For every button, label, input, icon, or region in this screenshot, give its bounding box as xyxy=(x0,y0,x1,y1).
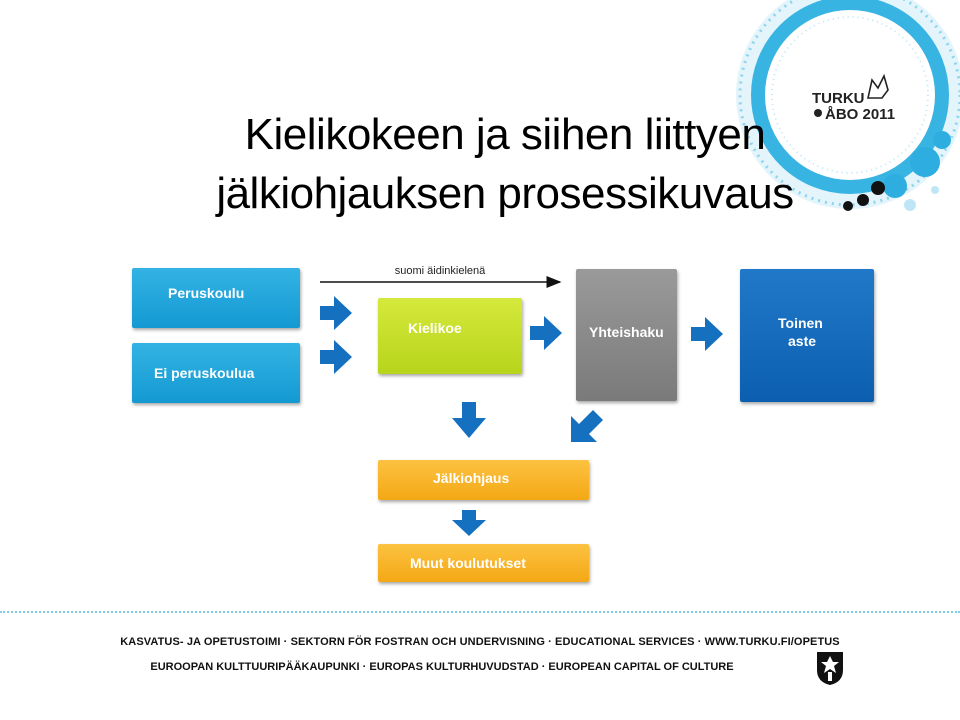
muut-koulutukset-label: Muut koulutukset xyxy=(410,555,526,571)
page-title-line-2: jälkiohjauksen prosessikuvaus xyxy=(216,169,794,218)
peruskoulu-label: Peruskoulu xyxy=(168,285,245,301)
toinen-aste-label-2: aste xyxy=(788,333,817,349)
page-title-line-1: Kielikokeen ja siihen liittyen xyxy=(244,110,766,159)
toinen-aste-label-1: Toinen xyxy=(778,315,823,331)
arrow-peruskoulu-to-kielikoe xyxy=(320,296,352,330)
kielikoe-label: Kielikoe xyxy=(408,320,462,336)
arrow-ei-peruskoulua-to-kielikoe xyxy=(320,340,352,374)
arrow-yhteishaku-to-toinen-aste xyxy=(691,317,723,351)
footer-capital-of-culture-line: EUROOPAN KULTTUURIPÄÄKAUPUNKI · EUROPAS KULTURHUVUDSTAD · EUROPEAN CAPITAL OF CULTURE xyxy=(150,661,734,673)
arrow-yhteishaku-to-jalkiohjaus xyxy=(571,410,603,442)
yhteishaku-label: Yhteishaku xyxy=(589,324,664,340)
turku-crest-icon xyxy=(815,650,845,686)
logo-abo-text: ÅBO 2011 xyxy=(825,106,896,123)
arrow-jalkiohjaus-to-muut xyxy=(452,510,486,536)
arrow-kielikoe-to-jalkiohjaus xyxy=(452,402,486,438)
jalkiohjaus-label: Jälkiohjaus xyxy=(433,470,510,486)
footer-divider xyxy=(0,611,960,613)
bypass-label: suomi äidinkielenä xyxy=(394,265,486,277)
ei-peruskoulua-label: Ei peruskoulua xyxy=(154,365,255,381)
arrow-kielikoe-to-yhteishaku xyxy=(530,316,562,350)
footer-organization-line: KASVATUS- JA OPETUSTOIMI · SEKTORN FÖR FOSTRAN OCH UNDERVISNING · EDUCATIONAL SERVICES · WWW.TURKU.FI/OPETUS xyxy=(120,636,840,648)
logo-turku-text: TURKU xyxy=(812,90,865,107)
